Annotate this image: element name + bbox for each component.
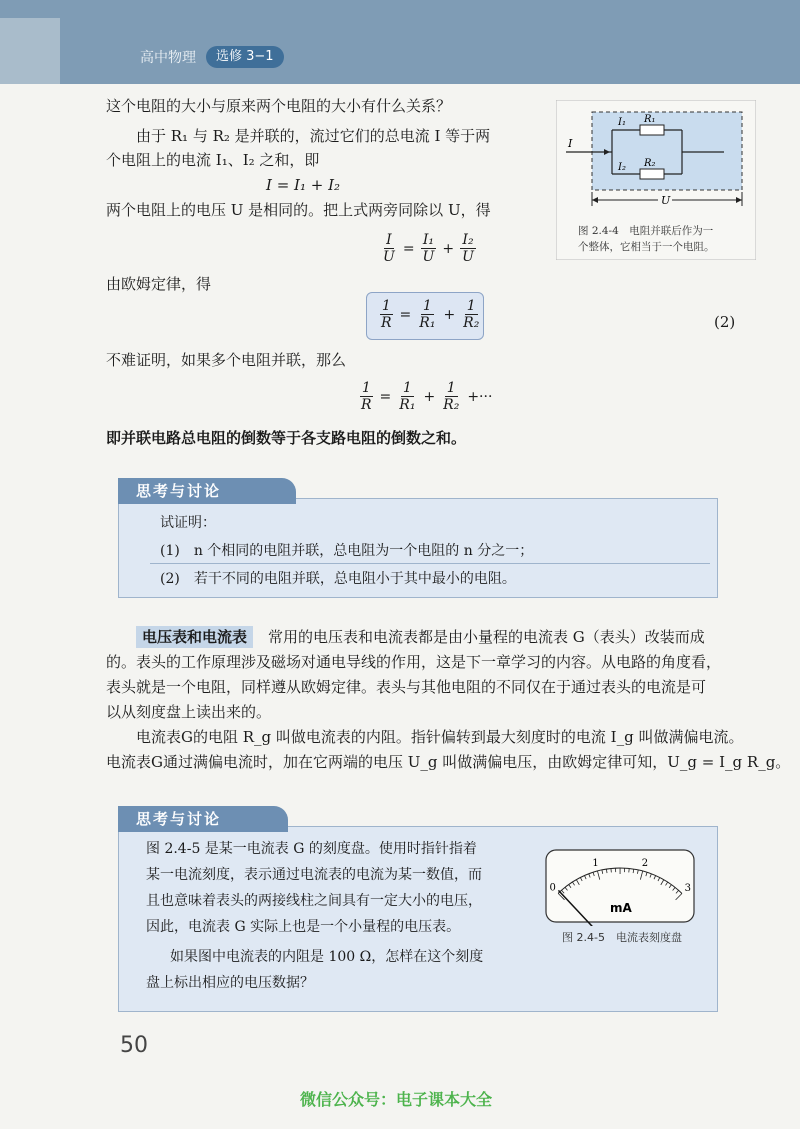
tick-label: 2 [641,858,649,870]
section-heading: 电压表和电流表 [136,626,253,648]
equation-current-sum: I = I₁ + I₂ [266,176,341,194]
equals-sign: = [399,306,412,323]
fraction-denominator: R₂ [443,397,460,413]
fraction-numerator: 1 [402,380,412,396]
formula-parallel-resistance [376,298,484,331]
ellipsis-term: +··· [467,388,493,405]
figure-caption: 图 2.4-5 电流表刻度盘 [562,931,682,944]
fraction-denominator: R₁ [419,315,436,331]
text-line: 的。表头的工作原理涉及磁场对通电导线的作用，这是下一章学习的内容。从电路的角度看， [106,653,722,671]
fraction-denominator: U [383,249,395,265]
think-text-line: 某一电流刻度，表示通过电流表的电流为某一数值，而 [146,867,482,883]
fraction-denominator: U [422,249,435,265]
page-header [0,0,800,84]
fraction-numerator: I [386,232,392,248]
figure-caption-line: 图 2.4-4 电阻并联后作为一 [578,225,714,237]
think-text-line: 盘上标出相应的电压数据？ [146,975,314,991]
plus-sign: + [442,240,455,257]
ammeter-dial-figure [540,846,700,926]
voltage-label-U: U [661,194,671,207]
formula-current-over-voltage [378,232,479,265]
fraction-denominator: R [361,397,372,413]
text-line: 电流表G的电阻 R_g 叫做电流表的内阻。指针偏转到最大刻度时的电流 I_g 叫做满偏电流。 [136,728,744,746]
text-line: 以从刻度盘上读出来的。 [106,703,272,721]
plus-sign: + [443,306,456,323]
tick-label: 0 [549,882,556,894]
subject-label: 高中物理 [140,50,196,66]
equation-number: (2) [714,313,736,331]
think-text-line: 图 2.4-5 是某一电流表 G 的刻度盘。使用时指针指着 [146,841,477,857]
think-item-2: (2) 若干不同的电阻并联，总电阻小于其中最小的电阻。 [160,571,516,587]
fraction-numerator: I₁ [422,232,435,248]
current-label-I1: I₁ [618,117,626,128]
fraction-denominator: R₂ [463,315,480,331]
plus-sign: + [423,388,436,405]
current-label-I2: I₂ [618,162,626,173]
fraction-numerator: 1 [361,380,371,396]
resistor-r1 [640,125,664,135]
text-line: 由欧姆定律，得 [106,275,212,293]
fraction-numerator: 1 [466,298,476,314]
equivalent-resistor-dashed-box [592,112,742,190]
divider [150,563,710,564]
fraction-numerator: 1 [381,298,391,314]
figure-caption-line: 个整体，它相当于一个电阻。 [578,241,715,253]
equals-sign: = [402,240,415,257]
fraction-numerator: 1 [422,298,432,314]
footer-watermark: 微信公众号：电子课本大全 [300,1090,493,1109]
tick-label: 1 [592,858,599,870]
fraction-denominator: R₁ [399,397,416,413]
module-badge: 选修 3−1 [206,46,284,68]
resistor-label-R1: R₁ [644,114,656,125]
text-line: 常用的电压表和电流表都是由小量程的电流表 G（表头）改装而成 [268,628,705,646]
unit-label: mA [610,901,632,915]
current-label-I: I [568,137,573,150]
think-discuss-title: 思考与讨论 [118,806,288,832]
think-intro: 试证明： [160,515,216,531]
conclusion-statement: 即并联电路总电阻的倒数等于各支路电阻的倒数之和。 [106,429,467,447]
parallel-circuit-figure [556,100,756,260]
fraction-denominator: U [462,249,474,265]
text-line: 个电阻上的电流 I₁、I₂ 之和，即 [106,151,320,169]
resistor-label-R2: R₂ [644,158,656,169]
page-number: 50 [120,1033,148,1058]
think-discuss-title: 思考与讨论 [118,478,296,504]
think-text-line: 因此，电流表 G 实际上也是一个小量程的电压表。 [146,919,461,935]
text-line: 不难证明，如果多个电阻并联，那么 [106,351,347,369]
fraction-numerator: I₂ [462,232,474,248]
header-side-block [0,18,60,84]
equals-sign: = [379,388,392,405]
text-line: 由于 R₁ 与 R₂ 是并联的，流过它们的总电流 I 等于两 [136,127,491,145]
formula-multiple-parallel [356,380,495,413]
text-line: 电流表G通过满偏电流时，加在它两端的电压 U_g 叫做满偏电压，由欧姆定律可知，U_g = I_g R_g。 [106,753,791,771]
think-text-line: 如果图中电流表的内阻是 100 Ω，怎样在这个刻度 [170,949,484,965]
think-text-line: 且也意味着表头的两接线柱之间具有一定大小的电压， [146,893,482,909]
fraction-denominator: R [381,315,392,331]
fraction-numerator: 1 [446,380,456,396]
resistor-r2 [640,169,664,179]
question-line: 这个电阻的大小与原来两个电阻的大小有什么关系？ [106,97,452,115]
think-item-1: (1) n 个相同的电阻并联，总电阻为一个电阻的 n 分之一； [160,543,534,559]
text-line: 表头就是一个电阻，同样遵从欧姆定律。表头与其他电阻的不同仅在于通过表头的电流是可 [106,678,707,696]
text-line: 两个电阻上的电压 U 是相同的。把上式两旁同除以 U，得 [106,201,491,219]
tick-label: 3 [684,882,691,894]
